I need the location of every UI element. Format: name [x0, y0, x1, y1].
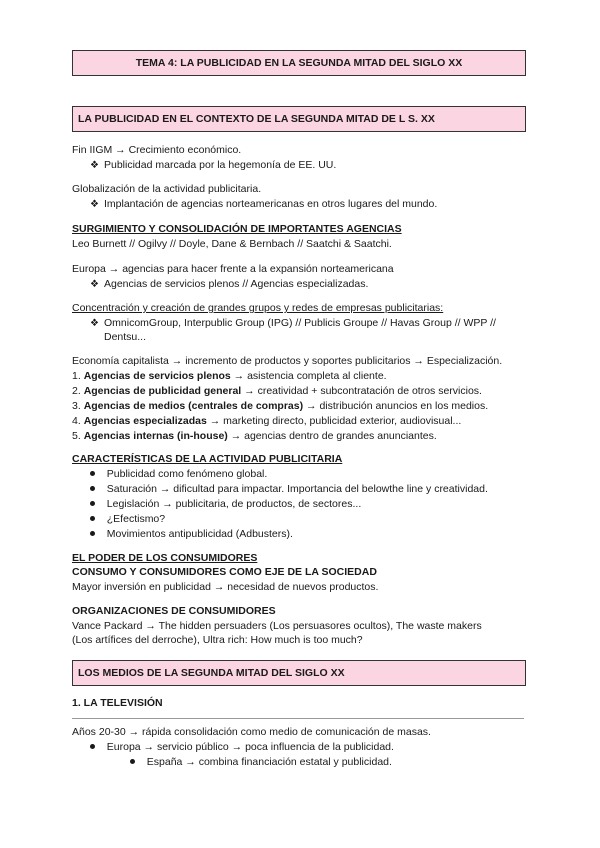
subheading: CONSUMO Y CONSUMIDORES COMO EJE DE LA SOCIEDAD — [72, 566, 377, 578]
document-title: TEMA 4: LA PUBLICIDAD EN LA SEGUNDA MITAD DEL SIGLO XX — [135, 57, 463, 69]
list-item: España → combina financiación estatal y publicidad. — [130, 755, 392, 769]
numbered-item: 3. Agencias de medios (centrales de compras) → distribución anuncios en los medios. — [72, 400, 489, 412]
numbered-item: 4. Agencias especializadas → marketing directo, publicidad exterior, audiovisual... — [72, 415, 462, 427]
hollow-bullet-icon — [130, 755, 138, 763]
paragraph: Leo Burnett // Ogilvy // Doyle, Dane & Bernbach // Saatchi & Saatchi. — [72, 238, 392, 250]
subheading: SURGIMIENTO Y CONSOLIDACIÓN DE IMPORTANTES AGENCIAS — [72, 223, 402, 235]
list-item: Europa → servicio público → poca influencia de la publicidad. — [90, 740, 394, 754]
list-item: Publicidad como fenómeno global. — [90, 467, 267, 481]
list-item: ¿Efectismo? — [90, 512, 165, 526]
divider — [72, 718, 524, 719]
list-item: ❖ Agencias de servicios plenos // Agencias especializadas. — [90, 278, 369, 290]
subheading: ORGANIZACIONES DE CONSUMIDORES — [72, 605, 276, 617]
list-item: ❖ OmnicomGroup, Interpublic Group (IPG) // Publicis Groupe // Havas Group // WPP // — [90, 317, 496, 329]
numbered-item: 2. Agencias de publicidad general → creatividad + subcontratación de otros servicios. — [72, 385, 482, 397]
paragraph: Mayor inversión en publicidad → necesidad de nuevos productos. — [72, 581, 379, 593]
list-item: ❖ Implantación de agencias norteamericanas en otros lugares del mundo. — [90, 198, 438, 210]
paragraph: Concentración y creación de grandes grupos y redes de empresas publicitarias: — [72, 302, 444, 314]
bullet-icon — [90, 527, 98, 535]
diamond-bullet-icon: ❖ — [90, 318, 99, 329]
bullet-icon — [90, 482, 98, 490]
paragraph: Vance Packard → The hidden persuaders (Los persuasores ocultos), The waste makers — [72, 620, 482, 632]
section-heading: LA PUBLICIDAD EN EL CONTEXTO DE LA SEGUNDA MITAD DE L S. XX — [78, 113, 435, 125]
paragraph: Europa → agencias para hacer frente a la expansión norteamericana — [72, 263, 394, 275]
list-item-continuation: Dentsu... — [104, 331, 147, 343]
bullet-icon — [90, 497, 98, 505]
list-item: Movimientos antipublicidad (Adbusters). — [90, 527, 293, 541]
paragraph: (Los artífices del derroche), Ultra rich: How much is too much? — [72, 634, 363, 646]
numbered-item: 5. Agencias internas (in-house) → agencias dentro de grandes anunciantes. — [72, 430, 437, 442]
list-item: ❖ Publicidad marcada por la hegemonía de EE. UU. — [90, 159, 337, 171]
diamond-bullet-icon: ❖ — [90, 160, 99, 171]
section-heading: LOS MEDIOS DE LA SEGUNDA MITAD DEL SIGLO XX — [78, 667, 345, 679]
diamond-bullet-icon: ❖ — [90, 279, 99, 290]
paragraph: Años 20-30 → rápida consolidación como medio de comunicación de masas. — [72, 726, 431, 738]
paragraph: Fin IIGM → Crecimiento económico. — [72, 144, 242, 156]
subheading: 1. LA TELEVISIÓN — [72, 697, 163, 709]
bullet-icon — [90, 512, 98, 520]
subheading: CARACTERÍSTICAS DE LA ACTIVIDAD PUBLICITARIA — [72, 453, 343, 465]
diamond-bullet-icon: ❖ — [90, 199, 99, 210]
numbered-item: 1. Agencias de servicios plenos → asistencia completa al cliente. — [72, 370, 387, 382]
section-heading-box — [72, 660, 526, 686]
list-item: Saturación → dificultad para impactar. Importancia del belowthe line y creatividad. — [90, 482, 488, 496]
bullet-icon — [90, 467, 98, 475]
paragraph: Globalización de la actividad publicitaria. — [72, 183, 262, 195]
paragraph: Economía capitalista → incremento de productos y soportes publicitarios → Especialización. — [72, 355, 503, 367]
bullet-icon — [90, 740, 98, 748]
document-title-box — [72, 50, 526, 76]
subheading: EL PODER DE LOS CONSUMIDORES — [72, 552, 258, 564]
section-heading-box — [72, 106, 526, 132]
list-item: Legislación → publicitaria, de productos, de sectores... — [90, 497, 361, 511]
